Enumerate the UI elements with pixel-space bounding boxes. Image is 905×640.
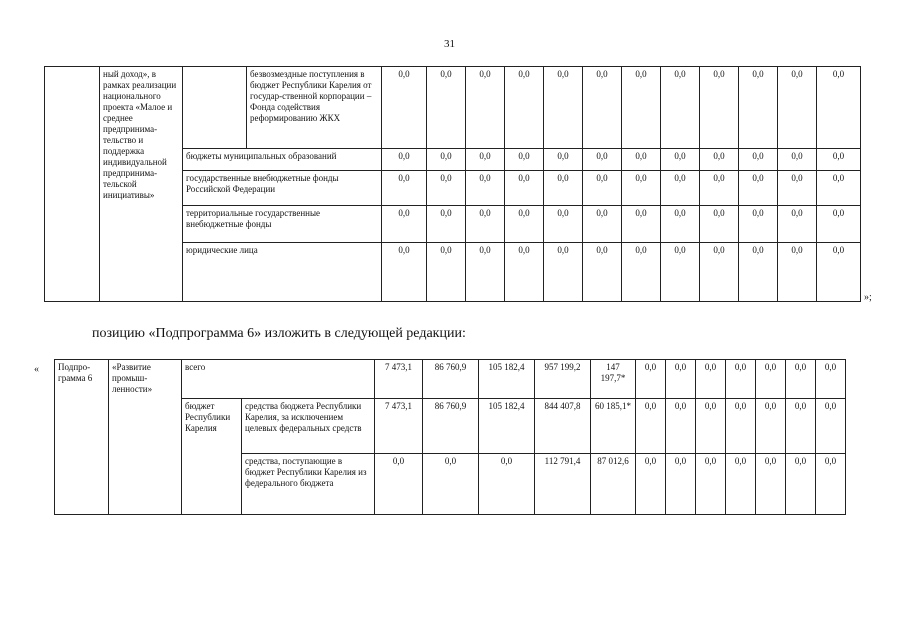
value-cell: 147 197,7* (591, 360, 636, 399)
value-cell: 0,0 (778, 243, 817, 302)
value-cell: 0,0 (466, 149, 505, 171)
value-cell: 7 473,1 (375, 399, 423, 454)
funding-table-continued (44, 66, 861, 302)
value-cell: 0,0 (661, 243, 700, 302)
value-cell: 0,0 (778, 67, 817, 149)
value-cell: 0,0 (817, 171, 861, 206)
value-cell: 844 407,8 (535, 399, 591, 454)
value-cell: 0,0 (382, 171, 427, 206)
value-cell: 0,0 (661, 67, 700, 149)
value-cell: 0,0 (739, 243, 778, 302)
row-label: всего (182, 360, 375, 399)
value-cell: 0,0 (666, 360, 696, 399)
source-group: бюджет Республики Карелия (182, 399, 242, 515)
value-cell: 0,0 (505, 243, 544, 302)
value-cell: 0,0 (466, 67, 505, 149)
value-cell: 0,0 (583, 67, 622, 149)
value-cell: 0,0 (479, 454, 535, 515)
value-cell: 0,0 (423, 454, 479, 515)
row-label: средства, поступающие в бюджет Республики Карелия из федерального бюджета (242, 454, 375, 515)
value-cell: 0,0 (739, 67, 778, 149)
value-cell: 0,0 (739, 149, 778, 171)
value-cell: 112 791,4 (535, 454, 591, 515)
value-cell: 0,0 (696, 399, 726, 454)
instruction-text: позицию «Подпрограмма 6» изложить в следующей редакции: (92, 326, 466, 341)
table-row (45, 67, 861, 149)
value-cell: 87 012,6 (591, 454, 636, 515)
value-cell: 0,0 (505, 171, 544, 206)
value-cell: 0,0 (583, 149, 622, 171)
value-cell: 0,0 (583, 171, 622, 206)
status-cell (45, 67, 100, 302)
value-cell: 0,0 (700, 149, 739, 171)
value-cell: 0,0 (816, 399, 846, 454)
value-cell: 0,0 (756, 360, 786, 399)
value-cell: 7 473,1 (375, 360, 423, 399)
value-cell: 957 199,2 (535, 360, 591, 399)
value-cell: 0,0 (816, 360, 846, 399)
value-cell: 0,0 (756, 399, 786, 454)
value-cell: 0,0 (636, 454, 666, 515)
value-cell: 86 760,9 (423, 399, 479, 454)
source-label: юридические лица (183, 243, 382, 302)
value-cell: 0,0 (427, 243, 466, 302)
value-cell: 0,0 (786, 454, 816, 515)
value-cell: 0,0 (427, 171, 466, 206)
value-cell: 0,0 (700, 171, 739, 206)
value-cell: 105 182,4 (479, 399, 535, 454)
value-cell: 0,0 (666, 454, 696, 515)
value-cell: 0,0 (622, 206, 661, 243)
source-label: безвозмездные поступления в бюджет Республики Карелия от государ-ственной корпорации – Фонда содействия реформированию ЖКХ (247, 67, 382, 149)
source-group-cell (183, 67, 247, 149)
value-cell: 0,0 (466, 243, 505, 302)
value-cell: 0,0 (382, 206, 427, 243)
value-cell: 0,0 (817, 206, 861, 243)
subprogram-name: «Развитие промыш-ленности» (109, 360, 182, 515)
closing-quote: »; (864, 292, 872, 303)
value-cell: 0,0 (622, 67, 661, 149)
value-cell: 0,0 (427, 149, 466, 171)
value-cell: 0,0 (817, 149, 861, 171)
value-cell: 0,0 (816, 454, 846, 515)
value-cell: 105 182,4 (479, 360, 535, 399)
value-cell: 0,0 (382, 149, 427, 171)
table-row (55, 360, 846, 399)
value-cell: 0,0 (726, 454, 756, 515)
value-cell: 0,0 (786, 399, 816, 454)
value-cell: 0,0 (505, 206, 544, 243)
value-cell: 0,0 (817, 67, 861, 149)
value-cell: 0,0 (505, 149, 544, 171)
value-cell: 0,0 (786, 360, 816, 399)
value-cell: 0,0 (778, 206, 817, 243)
value-cell: 0,0 (636, 399, 666, 454)
value-cell: 0,0 (778, 149, 817, 171)
value-cell: 0,0 (375, 454, 423, 515)
value-cell: 0,0 (583, 243, 622, 302)
value-cell: 0,0 (756, 454, 786, 515)
value-cell: 0,0 (661, 149, 700, 171)
opening-quote: « (34, 364, 39, 375)
value-cell: 0,0 (661, 206, 700, 243)
source-label: территориальные государственные внебюджетные фонды (183, 206, 382, 243)
value-cell: 0,0 (622, 243, 661, 302)
value-cell: 0,0 (382, 67, 427, 149)
subprogram-6-table (54, 359, 846, 515)
value-cell: 0,0 (778, 171, 817, 206)
value-cell: 0,0 (666, 399, 696, 454)
value-cell: 0,0 (583, 206, 622, 243)
value-cell: 0,0 (427, 67, 466, 149)
program-name-cell: ный доход», в рамках реализации национального проекта «Малое и среднее предпринима-тельство и поддержка индивидуальной предпринима-тельской инициативы» (100, 67, 183, 302)
value-cell: 0,0 (696, 454, 726, 515)
value-cell: 0,0 (700, 243, 739, 302)
value-cell: 0,0 (622, 149, 661, 171)
value-cell: 0,0 (544, 206, 583, 243)
value-cell: 0,0 (696, 360, 726, 399)
row-label: средства бюджета Республики Карелия, за исключением целевых федеральных средств (242, 399, 375, 454)
value-cell: 0,0 (636, 360, 666, 399)
value-cell: 0,0 (661, 171, 700, 206)
value-cell: 0,0 (739, 171, 778, 206)
value-cell: 0,0 (544, 67, 583, 149)
value-cell: 0,0 (817, 243, 861, 302)
value-cell: 60 185,1* (591, 399, 636, 454)
value-cell: 0,0 (700, 206, 739, 243)
value-cell: 0,0 (505, 67, 544, 149)
subprogram-status: Подпро-грамма 6 (55, 360, 109, 515)
source-label: бюджеты муниципальных образований (183, 149, 382, 171)
value-cell: 0,0 (622, 171, 661, 206)
value-cell: 0,0 (726, 360, 756, 399)
source-label: государственные внебюджетные фонды Российской Федерации (183, 171, 382, 206)
value-cell: 0,0 (544, 149, 583, 171)
value-cell: 0,0 (739, 206, 778, 243)
value-cell: 86 760,9 (423, 360, 479, 399)
value-cell: 0,0 (544, 171, 583, 206)
value-cell: 0,0 (466, 206, 505, 243)
value-cell: 0,0 (544, 243, 583, 302)
value-cell: 0,0 (726, 399, 756, 454)
value-cell: 0,0 (427, 206, 466, 243)
page-number: 31 (444, 38, 455, 50)
value-cell: 0,0 (700, 67, 739, 149)
value-cell: 0,0 (466, 171, 505, 206)
value-cell: 0,0 (382, 243, 427, 302)
